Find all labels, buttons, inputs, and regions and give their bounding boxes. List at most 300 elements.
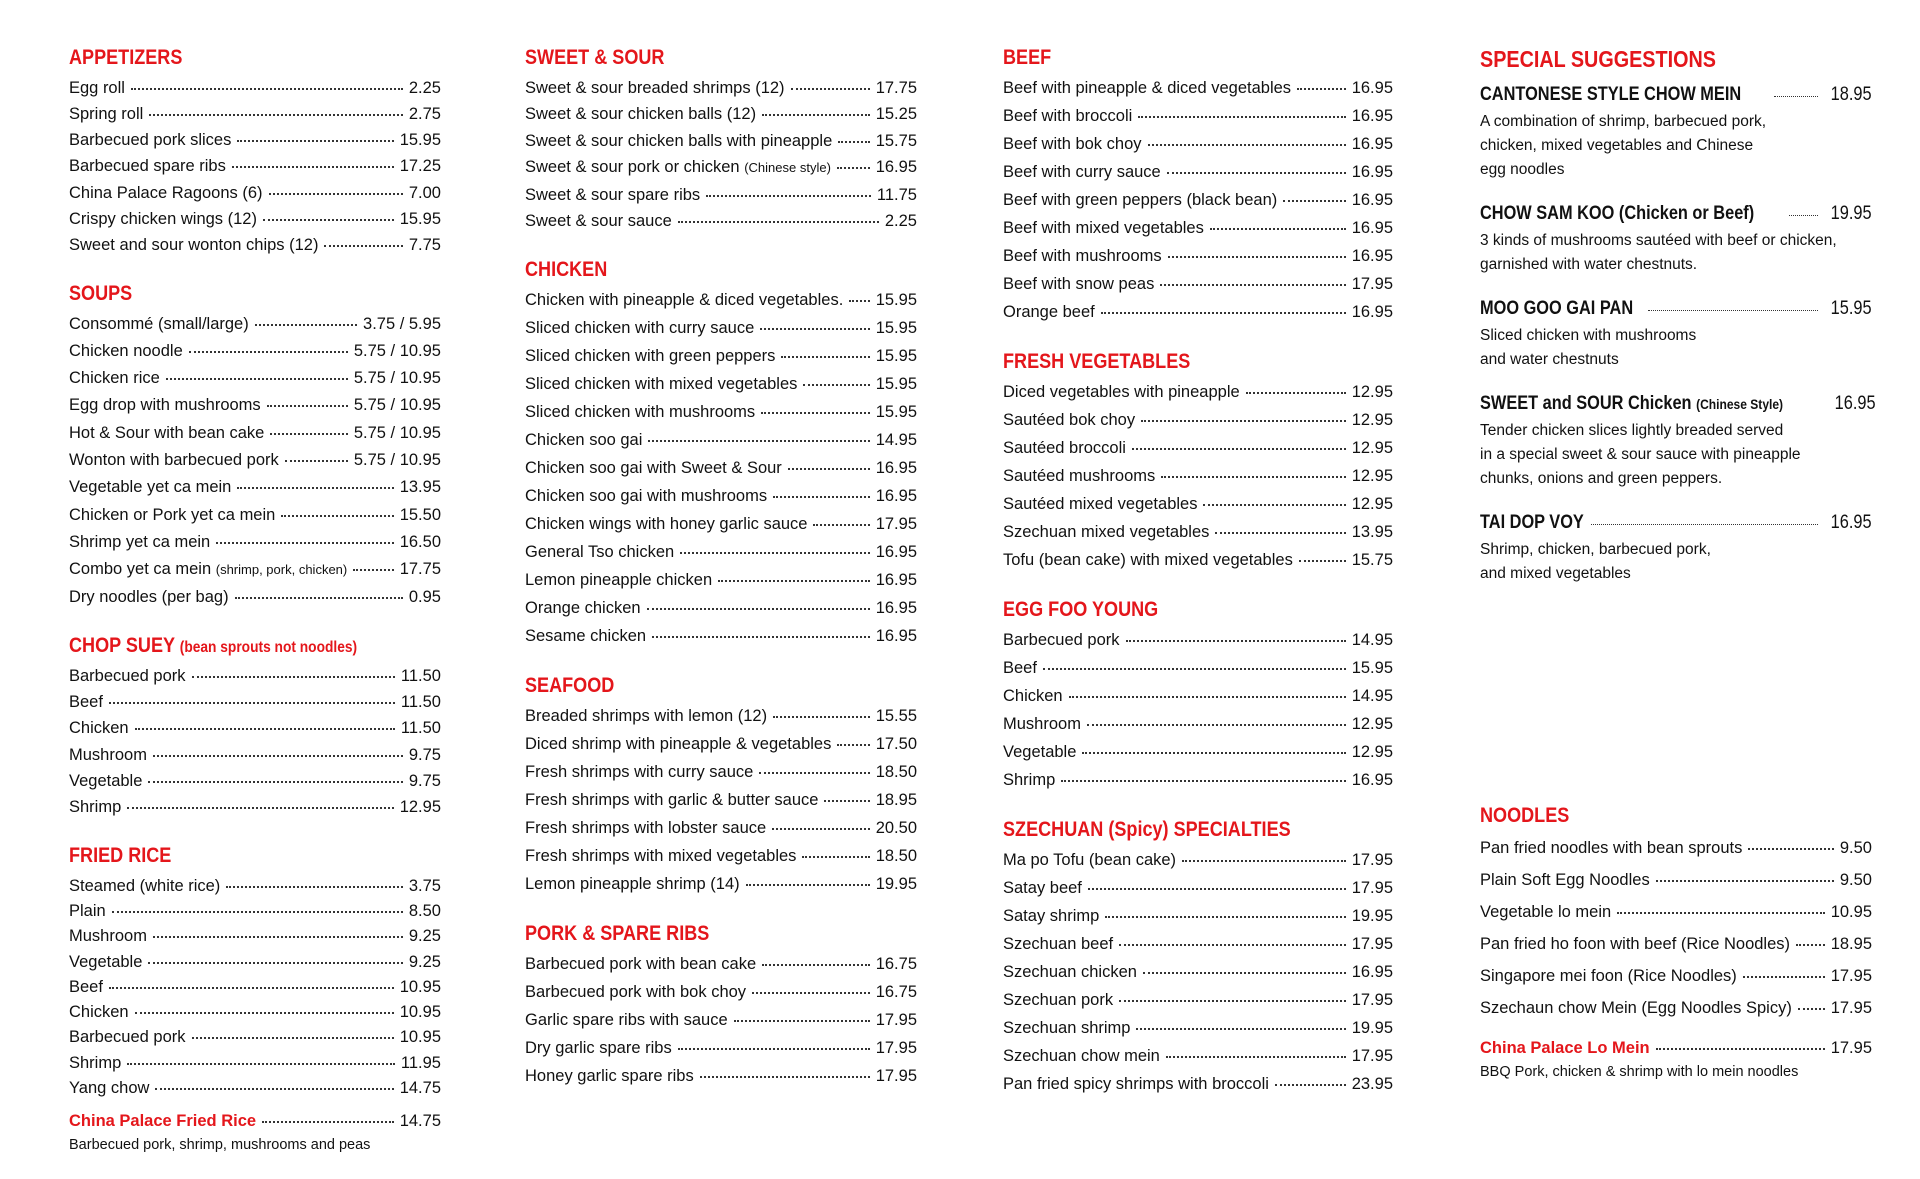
description-line: A combination of shrimp, barbecued pork,	[1480, 113, 1767, 130]
item-price: 17.95	[1351, 1046, 1393, 1065]
item-price: 11.75	[876, 185, 917, 204]
dot-leader	[1082, 735, 1345, 754]
menu-item	[525, 1034, 917, 1062]
menu-item	[525, 950, 917, 978]
item-price: 19.95	[1351, 906, 1393, 925]
menu-item	[525, 314, 917, 342]
section-title: SZECHUAN (Spicy) SPECIALTIES	[1003, 818, 1291, 841]
item-description: BBQ Pork, chicken & shrimp with lo mein noodles	[1480, 1063, 1799, 1080]
item-price: 15.55	[875, 706, 917, 725]
item-name	[69, 393, 261, 419]
item-name-text: Vegetable lo mein	[1480, 903, 1612, 921]
suggestion-item	[1480, 202, 1872, 277]
dot-leader	[237, 471, 393, 490]
item-price: 23.95	[1351, 1074, 1393, 1093]
item-price: 16.95	[875, 626, 917, 645]
item-name-text: Plain	[69, 901, 106, 920]
item-name-text: Beef with mushrooms	[1003, 246, 1162, 265]
item-name	[525, 1035, 672, 1063]
menu-item	[1003, 546, 1393, 574]
item-price: 18.95	[1831, 84, 1872, 105]
section-soups	[69, 282, 441, 610]
item-price: 12.95	[1351, 714, 1393, 733]
item-price: 16.95	[1351, 218, 1393, 237]
menu-item	[69, 337, 441, 364]
menu-item	[525, 870, 917, 898]
item-name-text: Sweet & sour breaded shrimps (12)	[525, 78, 785, 97]
item-price: 17.95	[1830, 1038, 1872, 1057]
menu-item	[525, 1062, 917, 1090]
item-price: 12.95	[1351, 742, 1393, 761]
section-seafood	[525, 674, 917, 898]
item-name-text: Sliced chicken with curry sauce	[525, 318, 755, 337]
menu-item	[1003, 490, 1393, 518]
suggestion-header	[1480, 83, 1872, 106]
item-name	[69, 77, 125, 101]
item-price: 17.95	[875, 514, 917, 533]
item-name-text: Mushroom	[69, 745, 147, 764]
dot-leader	[802, 839, 869, 858]
dot-leader	[281, 498, 393, 517]
menu-item	[1480, 864, 1872, 896]
item-name-text: Beef with pineapple & diced vegetables	[1003, 78, 1292, 97]
dot-leader	[1648, 294, 1818, 311]
item-name-text: Singapore mei foon (Rice Noodles)	[1480, 967, 1737, 985]
item-name-text: Sweet & sour spare ribs	[525, 185, 701, 204]
item-price: 15.95	[399, 209, 441, 228]
item-name	[525, 539, 674, 567]
item-price: 12.95	[399, 798, 441, 817]
item-price: 17.50	[875, 734, 917, 753]
dot-leader	[1591, 508, 1819, 525]
dot-leader	[226, 869, 403, 888]
dot-leader	[837, 151, 870, 170]
item-name	[525, 182, 700, 208]
menu-item	[1003, 214, 1393, 242]
item-name-text: Honey garlic spare ribs	[525, 1066, 694, 1085]
menu-item	[69, 392, 441, 419]
item-name-text: Chicken soo gai with mushrooms	[525, 486, 768, 505]
item-name	[69, 155, 226, 179]
item-price: 16.95	[1351, 962, 1393, 981]
menu-item	[1480, 960, 1872, 992]
item-name	[525, 979, 746, 1007]
item-name	[1480, 864, 1650, 896]
item-price: 11.50	[400, 693, 441, 712]
item-price: 3.75 / 5.95	[363, 314, 441, 333]
item-name	[525, 595, 641, 623]
menu-item	[1003, 102, 1393, 130]
menu-item	[525, 702, 917, 730]
item-name	[525, 731, 831, 759]
dot-leader	[262, 1105, 394, 1124]
item-name	[1480, 393, 1783, 415]
item-name-text: Plain Soft Egg Noodles	[1480, 871, 1650, 889]
item-name-text: Szechuan beef	[1003, 934, 1114, 953]
item-name	[525, 343, 775, 371]
suggestion-item	[1480, 297, 1872, 372]
item-name-text: Vegetable	[1003, 742, 1077, 761]
item-name	[1003, 547, 1293, 575]
item-name-text: Sesame chicken	[525, 626, 647, 645]
item-price: 12.95	[1351, 382, 1393, 401]
dot-leader	[1789, 199, 1819, 216]
item-price: 16.75	[875, 954, 917, 973]
item-name-text: Egg roll	[69, 78, 125, 97]
item-name-text: Chicken noodle	[69, 341, 183, 360]
section-title-sub: (bean sprouts not noodles)	[179, 639, 358, 657]
item-name	[69, 475, 231, 501]
section-appetizers	[69, 46, 441, 258]
item-name	[69, 129, 231, 153]
dot-leader	[678, 205, 879, 224]
dot-leader	[1141, 403, 1346, 422]
item-list	[525, 702, 917, 898]
suggestion-header	[1480, 392, 1876, 415]
section-title: PORK & SPARE RIBS	[525, 922, 710, 945]
menu-column-4	[1480, 46, 1876, 1080]
item-name	[1003, 1071, 1269, 1099]
item-name	[1003, 739, 1076, 767]
item-name-text: Ma po Tofu (bean cake)	[1003, 850, 1177, 869]
dot-leader	[752, 975, 870, 994]
item-name-text: Sautéed broccoli	[1003, 438, 1126, 457]
item-name-text: Chicken rice	[69, 369, 160, 388]
item-list	[69, 662, 441, 820]
item-price: 8.50	[408, 901, 441, 920]
item-price: 14.95	[1351, 686, 1393, 705]
item-name	[525, 951, 756, 979]
item-name-text: Beef with curry sauce	[1003, 162, 1161, 181]
item-name	[525, 75, 785, 101]
menu-item	[525, 1006, 917, 1034]
item-name	[1003, 379, 1240, 407]
item-name-text: Fresh shrimps with lobster sauce	[525, 818, 767, 837]
description-line: Tender chicken slices lightly breaded served	[1480, 422, 1784, 439]
dot-leader	[706, 178, 871, 197]
item-price: 16.95	[875, 486, 917, 505]
item-name	[69, 744, 147, 768]
item-name	[69, 1001, 129, 1024]
dot-leader	[652, 619, 870, 638]
item-price: 16.75	[875, 982, 917, 1001]
menu-item	[69, 474, 441, 501]
dot-leader	[1136, 1011, 1345, 1030]
item-name	[525, 208, 672, 234]
item-name	[1003, 519, 1209, 547]
item-name	[1003, 711, 1081, 739]
item-name	[525, 315, 754, 343]
section-title: EGG FOO YOUNG	[1003, 598, 1159, 621]
menu-item	[1003, 738, 1393, 766]
dot-leader	[112, 894, 403, 913]
dot-leader	[166, 362, 348, 381]
item-name-text: Fresh shrimps with garlic & butter sauce	[525, 790, 819, 809]
item-price: 17.95	[1351, 878, 1393, 897]
menu-column-1	[69, 46, 441, 1179]
menu-item	[1003, 130, 1393, 158]
dot-leader	[148, 945, 402, 964]
item-name-text: Sweet & sour sauce	[525, 212, 672, 230]
item-name	[1003, 875, 1082, 903]
item-name-text: Breaded shrimps with lemon (12)	[525, 706, 768, 725]
item-name	[1003, 243, 1162, 271]
dot-leader	[153, 738, 403, 757]
menu-item	[525, 814, 917, 842]
dot-leader	[1105, 899, 1345, 918]
item-name-text: Sautéed mixed vegetables	[1003, 494, 1198, 513]
section-fried-rice	[69, 844, 441, 1155]
menu-item	[525, 594, 917, 622]
item-price: 12.95	[1351, 466, 1393, 485]
item-price: 3.75	[408, 876, 441, 895]
description-line: 3 kinds of mushrooms sautéed with beef or chicken,	[1480, 232, 1837, 249]
item-name-text: Barbecued pork	[69, 1028, 186, 1047]
dot-leader	[773, 699, 870, 718]
item-name-text: Sweet and sour wonton chips (12)	[69, 236, 319, 255]
item-name-text: Sliced chicken with green peppers	[525, 346, 776, 365]
menu-item	[525, 208, 917, 235]
suggestion-item	[1480, 392, 1876, 491]
menu-item	[1003, 986, 1393, 1014]
dot-leader	[1148, 127, 1346, 146]
item-name-text: Sweet & sour chicken balls with pineapple	[525, 131, 833, 150]
menu-item	[525, 730, 917, 758]
item-name-text: Vegetable	[69, 772, 143, 791]
item-name-text: Beef with bok choy	[1003, 134, 1142, 153]
item-name	[525, 154, 831, 181]
menu-item	[69, 556, 441, 583]
item-price: 16.95	[1831, 512, 1872, 533]
item-name-text: Shrimp	[1003, 770, 1056, 789]
description-line: and water chestnuts	[1480, 351, 1619, 368]
section-title: APPETIZERS	[69, 46, 183, 69]
menu-item	[1003, 298, 1393, 326]
menu-column-3	[1003, 46, 1393, 1122]
item-price: 11.95	[400, 1053, 441, 1072]
item-name	[1003, 903, 1099, 931]
dot-leader	[746, 867, 870, 886]
item-name-text: Hot & Sour with bean cake	[69, 423, 265, 442]
item-name-text: Barbecued pork slices	[69, 131, 232, 150]
item-price: 15.25	[875, 105, 917, 123]
item-name-text: Sliced chicken with mixed vegetables	[525, 374, 798, 393]
menu-item	[1003, 958, 1393, 986]
item-name	[525, 1063, 694, 1091]
item-price: 7.75	[408, 236, 441, 255]
item-name-text: Dry noodles (per bag)	[69, 587, 229, 606]
item-price: 12.95	[1351, 494, 1393, 513]
item-name-text: Satay shrimp	[1003, 906, 1100, 925]
item-name-text: Chicken	[69, 1003, 129, 1022]
dot-leader	[131, 71, 403, 90]
item-name-text: Diced shrimp with pineapple & vegetables	[525, 734, 832, 753]
item-price: 16.95	[875, 158, 917, 176]
menu-item	[1003, 710, 1393, 738]
section-title	[69, 634, 389, 658]
item-name	[525, 371, 797, 399]
item-name-text: Lemon pineapple chicken	[525, 570, 713, 589]
item-price: 9.75	[408, 745, 441, 764]
item-description	[1480, 229, 1872, 277]
item-price: 13.95	[399, 478, 441, 497]
item-name	[1003, 131, 1142, 159]
dot-leader	[1126, 623, 1346, 642]
section-sweet-sour	[525, 46, 917, 234]
item-price: 15.95	[875, 318, 917, 337]
dot-leader	[216, 525, 393, 544]
item-name-text: Pan fried spicy shrimps with broccoli	[1003, 1074, 1269, 1093]
dot-leader	[155, 1072, 393, 1091]
item-name: China Palace Fried Rice	[69, 1112, 257, 1131]
menu-item	[525, 566, 917, 594]
item-name	[1480, 960, 1737, 992]
dot-leader	[192, 1021, 394, 1040]
dot-leader	[1160, 267, 1345, 286]
dot-leader	[813, 507, 869, 526]
item-name	[1003, 215, 1204, 243]
dot-leader	[1101, 295, 1346, 314]
dot-leader	[1069, 679, 1346, 698]
item-price: 11.50	[400, 666, 441, 685]
dot-leader	[109, 970, 394, 989]
menu-item	[69, 232, 441, 258]
dot-leader	[1166, 1039, 1346, 1058]
section-pork-spare-ribs	[525, 922, 917, 1090]
description-line: chicken, mixed vegetables and Chinese	[1480, 137, 1754, 154]
menu-item	[69, 794, 441, 820]
item-price: 5.75 / 10.95	[353, 369, 441, 388]
item-price: 16.95	[875, 542, 917, 561]
item-name	[1003, 627, 1120, 655]
item-name-text: Sautéed mushrooms	[1003, 466, 1156, 485]
description-line: garnished with water chestnuts.	[1480, 256, 1698, 273]
menu-item	[1003, 1014, 1393, 1042]
menu-item	[69, 419, 441, 446]
dot-leader	[267, 389, 348, 408]
item-name-text: Yang chow	[69, 1079, 150, 1097]
dot-leader	[1087, 707, 1346, 726]
item-name	[1480, 832, 1742, 864]
item-price: 15.50	[399, 505, 441, 524]
dot-leader	[1143, 955, 1346, 974]
item-name-text: Crispy chicken wings (12)	[69, 209, 257, 228]
item-name-text: Barbecued pork	[1003, 630, 1120, 649]
item-price: 18.95	[1830, 935, 1872, 953]
menu-item	[69, 447, 441, 474]
dot-leader	[700, 1059, 870, 1078]
item-name	[1480, 896, 1611, 928]
dot-leader	[1656, 864, 1834, 883]
menu-item	[69, 501, 441, 528]
dot-leader	[1246, 375, 1346, 394]
description-line: chunks, onions and green peppers.	[1480, 470, 1723, 487]
dot-leader	[1656, 1031, 1825, 1050]
item-name	[69, 717, 129, 741]
item-price: 18.95	[875, 790, 917, 809]
item-price: 17.75	[399, 560, 441, 579]
dot-leader	[1203, 487, 1345, 506]
item-name	[525, 399, 755, 427]
item-name-text: Pan fried ho foon with beef (Rice Noodles)	[1480, 935, 1791, 953]
item-list	[525, 286, 917, 650]
dot-leader	[1299, 543, 1346, 562]
item-name	[1003, 931, 1113, 959]
item-name	[525, 455, 782, 483]
dot-leader	[849, 283, 869, 302]
dot-leader	[791, 71, 870, 90]
item-name-text: Pan fried noodles with bean sprouts	[1480, 839, 1743, 857]
item-price: 16.95	[1351, 162, 1393, 181]
item-name	[1480, 512, 1584, 534]
menu-item	[525, 154, 917, 182]
dot-leader	[1774, 80, 1819, 97]
item-name-text: Spring roll	[69, 104, 144, 123]
dot-leader	[263, 202, 394, 221]
item-name-text: Shrimp	[69, 1053, 122, 1072]
dot-leader	[1798, 992, 1825, 1011]
section-chop-suey	[69, 634, 441, 820]
item-price: 14.95	[875, 430, 917, 449]
menu-item	[1003, 1070, 1393, 1098]
dot-leader	[803, 367, 869, 386]
menu-column-2	[525, 46, 917, 1114]
dot-leader	[353, 553, 393, 572]
item-price: 16.95	[875, 458, 917, 477]
item-price: 5.75 / 10.95	[353, 396, 441, 415]
item-name-text: Vegetable yet ca mein	[69, 478, 232, 497]
item-name-text: Tofu (bean cake) with mixed vegetables	[1003, 550, 1293, 569]
item-name	[525, 787, 818, 815]
item-name-text: Chicken or Pork yet ca mein	[69, 505, 276, 524]
item-name	[1003, 1043, 1160, 1071]
house-special-fried-rice	[69, 1108, 441, 1134]
item-description	[1480, 324, 1872, 372]
item-name-text: Szechaun chow Mein (Egg Noodles Spicy)	[1480, 999, 1792, 1017]
item-name-text: SWEET and SOUR Chicken	[1480, 393, 1692, 414]
item-name-text: Orange beef	[1003, 302, 1095, 321]
item-price: 17.95	[1830, 999, 1872, 1017]
menu-item	[525, 622, 917, 650]
item-price: 7.00	[408, 183, 441, 202]
item-name	[1480, 84, 1741, 106]
menu-item	[525, 454, 917, 482]
item-price: 11.50	[400, 719, 441, 738]
item-price: 18.50	[875, 846, 917, 865]
dot-leader	[153, 920, 403, 939]
dot-leader	[718, 563, 870, 582]
item-name	[525, 427, 642, 455]
item-price: 5.75 / 10.95	[353, 451, 441, 470]
section-title-main: CHOP SUEY	[69, 634, 175, 658]
item-name-text: General Tso chicken	[525, 542, 675, 561]
item-name	[69, 976, 103, 999]
suggestion-item	[1480, 83, 1872, 182]
item-name-text: Sliced chicken with mushrooms	[525, 402, 756, 421]
item-name-text: Dry garlic spare ribs	[525, 1038, 672, 1057]
dot-leader	[680, 535, 870, 554]
item-name-text: Beef with mixed vegetables	[1003, 218, 1204, 237]
item-name-text: Barbecued spare ribs	[69, 157, 226, 176]
dot-leader	[760, 311, 869, 330]
item-price: 15.95	[875, 374, 917, 393]
item-name-text: Szechuan shrimp	[1003, 1018, 1131, 1037]
item-name	[69, 530, 210, 556]
item-name-text: Barbecued pork with bok choy	[525, 982, 747, 1001]
menu-item	[525, 426, 917, 454]
item-price: 5.75 / 10.95	[353, 423, 441, 442]
item-name-text: Beef	[69, 693, 103, 712]
